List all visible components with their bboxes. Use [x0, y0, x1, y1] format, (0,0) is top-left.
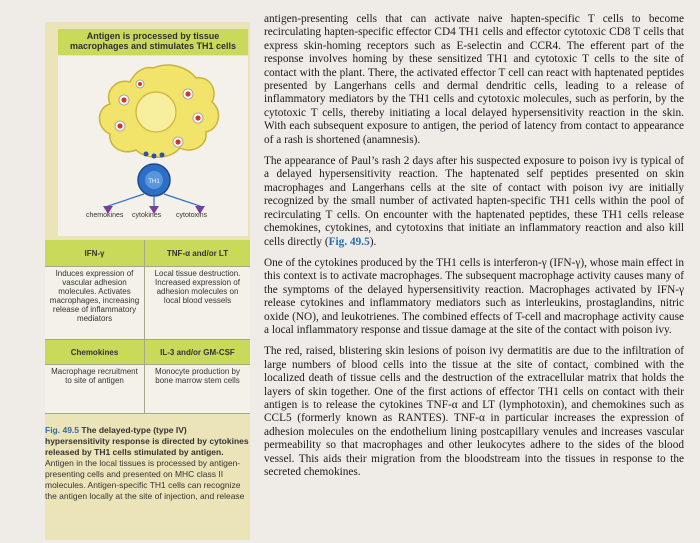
chemokines-header: Chemokines — [45, 340, 145, 364]
cytokine-effects-table — [45, 240, 250, 414]
figure-caption — [45, 425, 250, 502]
macrophage-illustration — [58, 56, 248, 236]
cytokines-label: cytokines — [132, 212, 162, 219]
figure-diagram — [58, 56, 248, 236]
cytotoxins-label: cytotoxins — [176, 212, 208, 219]
paragraph-text-end: ). — [369, 235, 377, 248]
paragraph: antigen-presenting cells that can activate naive hapten-specific T cells to become recirculating hapten-specific effector CD4 TH1 cells and effector cytotoxic CD8 T cells that express skin-homing receptors such as E-selectin and CCR4. The efferent part of the response involves homing by these sensitized TH1 and cytotoxic T cells to the site of contact with the plant. There, the activated effector T cell can react with haptenated peptides presented by Langerhans cells and dermal dendritic cells, leading to a release of inflammatory mediators by the TH1 cells and cytotoxic molecules, such as perforin, by the cytotoxic T cells, thereby initiating a local delayed hypersensitivity reaction in the skin. With each subsequent exposure to antigen, the period of latency from contact to appearance of a rash is shortened (anamnesis). — [264, 13, 684, 146]
figure-title: Antigen is processed by tissue macrophages and stimulates TH1 cells — [58, 29, 248, 55]
ifn-gamma-header: IFN-γ — [45, 240, 145, 266]
il3-effects: Monocyte production by bone marrow stem cells — [145, 365, 250, 413]
table-row — [45, 267, 250, 340]
body-text-column — [264, 13, 684, 487]
chemokines-label: chemokines — [86, 212, 124, 219]
il3-header: IL-3 and/or GM-CSF — [145, 340, 250, 364]
table-row — [45, 365, 250, 414]
paragraph: One of the cytokines produced by the TH1 cells is interferon-γ (IFN-γ), whose main effect in this context is to activate macrophages. The subsequent macrophage activity causes many of the symptoms of the delayed hypersensitivity reaction. Macrophages activated by IFN-γ release cytokines and inflammatory mediators such as interleukins, prostaglandins, nitric oxide (NO), and leukotrienes. The combined effects of T-cell and macrophage activity cause a local inflammatory response and tissue damage at the site of the contact with poison ivy. — [264, 256, 684, 336]
ifn-gamma-effects: Induces expression of vascular adhesion molecules. Activates macrophages, increasing release of inflammatory mediators — [45, 267, 145, 339]
paragraph-text: The appearance of Paul’s rash 2 days after his suspected exposure to poison ivy is typical of a delayed hypersensitivity reaction. The haptenated self peptides presented on skin macrophages and Langerhans cells at the site of contact with poison ivy are initially recognized by the small number of activated hapten-specific TH1 cells within the pool of recirculating T cells. On encounter with the haptenated peptides, these TH1 cells release chemokines, cytokines, and cytotoxins that initiate an inflammatory reaction and also kill cells directly ( — [264, 155, 684, 248]
table-row — [45, 340, 250, 365]
chemokines-effects: Macrophage recruitment to site of antigen — [45, 365, 145, 413]
caption-body: Antigen in the local tissues is processed by antigen-presenting cells and presented on MHC class II molecules. Antigen-specific TH1 cells can recognize the antigen locally at the site of injection, and release — [45, 458, 245, 501]
paragraph — [264, 155, 684, 249]
paragraph: The red, raised, blistering skin lesions of poison ivy dermatitis are due to the infiltration of large numbers of blood cells into the tissue at the site of contact, combined with the localized death of tissue cells and the destruction of the extracellular matrix that holds the layers of skin together. One of the first actions of effector TH1 cells on contact with their antigen is to release the cytokines TNF-α and LT (lymphotoxin), and chemokines such as CCL5 (formerly known as RANTES). TNF-α in particular increases the expression of adhesion molecules on the endothelium lining postcapillary venules and increases vascular permeability so that macrophages and other leukocytes adhere to the sides of the blood vessel. This aids their migration from the bloodstream into the tissues in response to the secreted chemokines. — [264, 345, 684, 478]
macrophage-nucleus — [136, 92, 176, 132]
table-row — [45, 240, 250, 267]
caption-bold-text: The delayed-type (type IV) hypersensitivity response is directed by cytokines released by TH1 cells stimulated by antigen. — [45, 425, 249, 457]
th1-label: TH1 — [148, 179, 160, 185]
figure-number: Fig. 49.5 — [45, 425, 80, 435]
figure-reference-link[interactable]: Fig. 49.5 — [328, 235, 370, 248]
tnf-header: TNF-α and/or LT — [145, 240, 250, 266]
tnf-effects: Local tissue destruction. Increased expression of adhesion molecules on local blood vessels — [145, 267, 250, 339]
